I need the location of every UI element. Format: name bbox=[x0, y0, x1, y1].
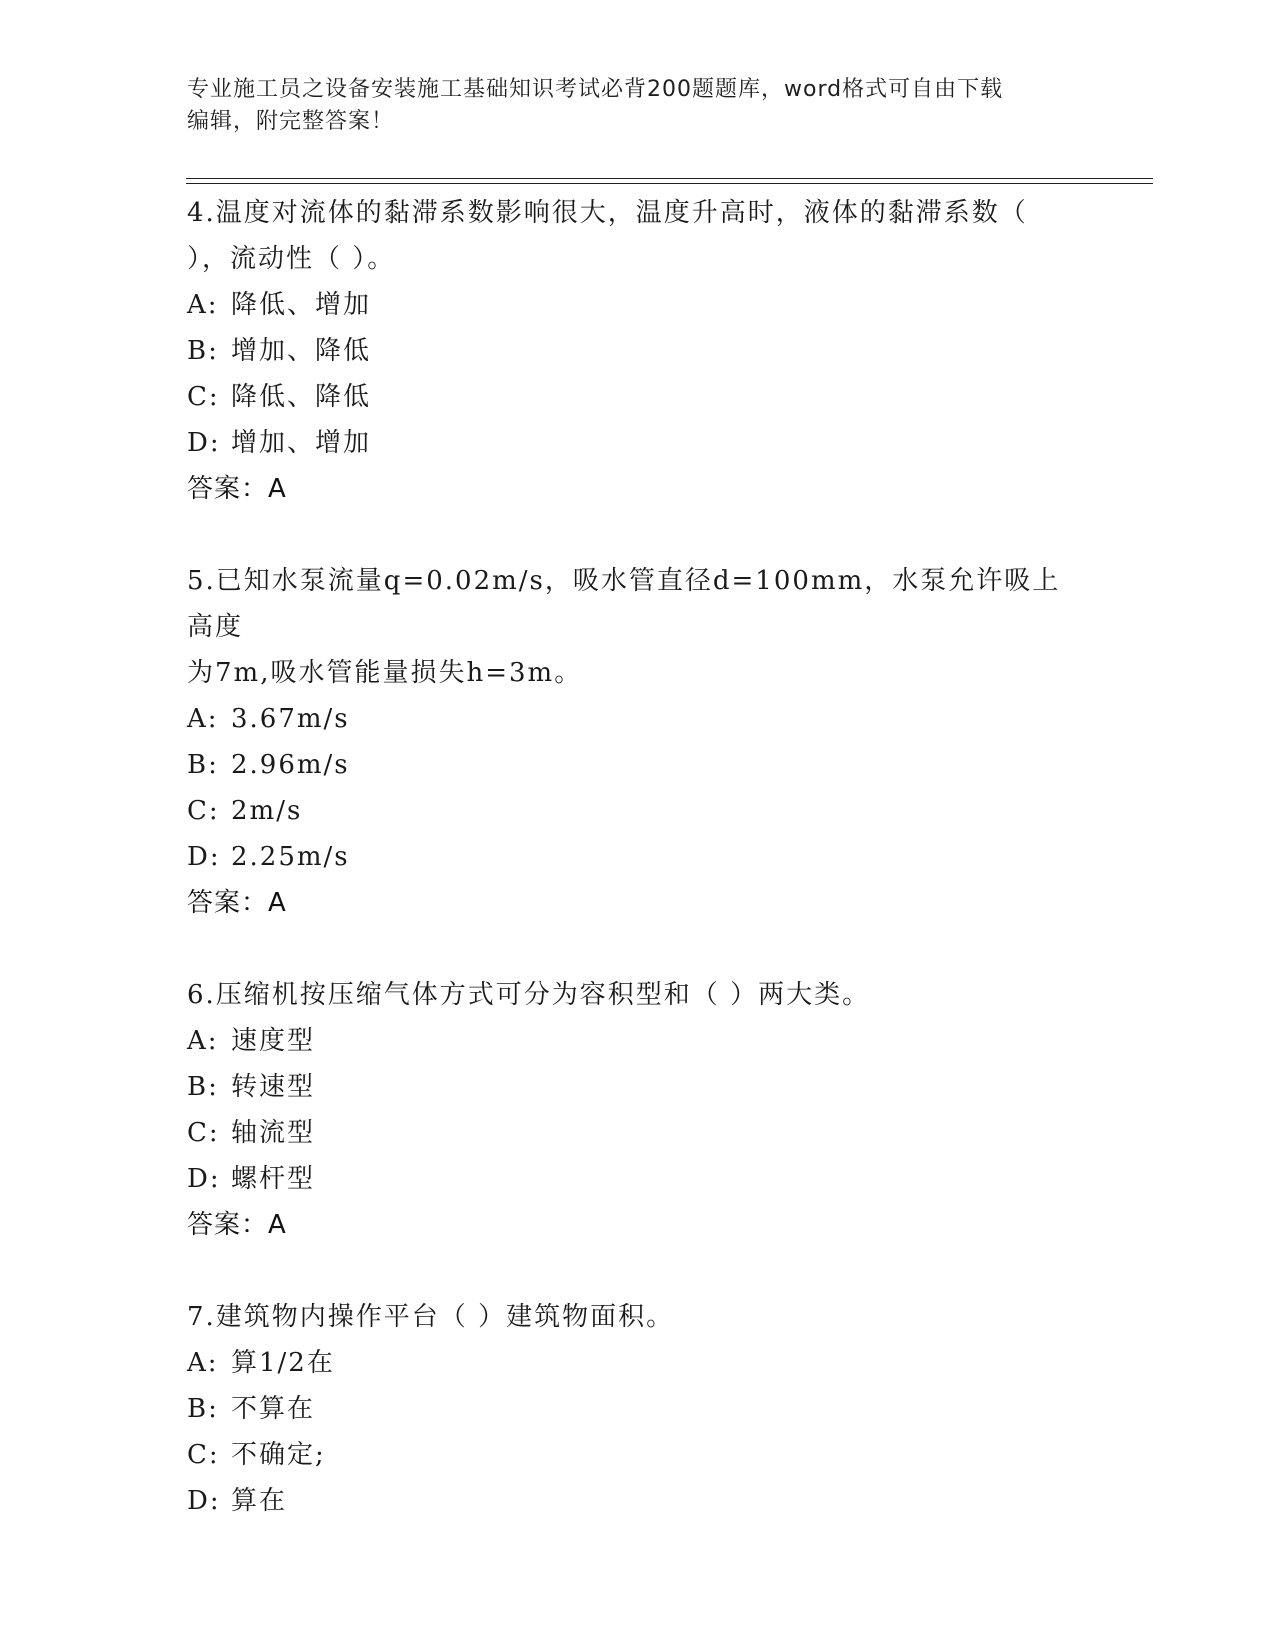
option-letter: C: bbox=[187, 1440, 220, 1470]
option-letter: A: bbox=[187, 1026, 219, 1056]
question-spacer bbox=[187, 1248, 1087, 1294]
option-letter: A: bbox=[187, 704, 219, 734]
question-7 bbox=[187, 1294, 1087, 1524]
option-b bbox=[187, 742, 1087, 788]
option-letter: D: bbox=[187, 1486, 221, 1516]
question-6 bbox=[187, 972, 1087, 1248]
question-text-line: 7.建筑物内操作平台（ ）建筑物面积。 bbox=[187, 1302, 675, 1332]
option-text: 轴流型 bbox=[231, 1118, 316, 1148]
option-text: 降低、增加 bbox=[231, 290, 372, 320]
question-text-line: 5.已知水泵流量q=0.02m/s，吸水管直径d=100mm，水泵允许吸上高度 bbox=[187, 566, 1061, 642]
option-text: 2.25m/s bbox=[231, 842, 350, 872]
header-line-2: 编辑，附完整答案！ bbox=[187, 109, 395, 134]
option-text: 2m/s bbox=[231, 796, 303, 826]
option-letter: A: bbox=[187, 290, 219, 320]
answer-label: 答案：A bbox=[187, 1210, 287, 1240]
question-text-line: 6.压缩机按压缩气体方式可分为容积型和（ ）两大类。 bbox=[187, 980, 871, 1010]
option-letter: B: bbox=[187, 336, 219, 366]
option-letter: B: bbox=[187, 750, 219, 780]
question-spacer bbox=[187, 512, 1087, 558]
question-spacer bbox=[187, 926, 1087, 972]
question-4 bbox=[187, 190, 1087, 512]
option-a bbox=[187, 1340, 1087, 1386]
option-letter: D: bbox=[187, 1164, 221, 1194]
option-text: 增加、降低 bbox=[231, 336, 372, 366]
option-d bbox=[187, 834, 1087, 880]
option-text: 不确定; bbox=[231, 1440, 326, 1470]
option-d bbox=[187, 1156, 1087, 1202]
option-text: 3.67m/s bbox=[231, 704, 350, 734]
option-b bbox=[187, 1064, 1087, 1110]
option-text: 转速型 bbox=[231, 1072, 316, 1102]
header-divider-top bbox=[186, 178, 1153, 179]
option-b bbox=[187, 1386, 1087, 1432]
option-c bbox=[187, 788, 1087, 834]
option-c bbox=[187, 1110, 1087, 1156]
option-letter: C: bbox=[187, 796, 220, 826]
question-5 bbox=[187, 558, 1087, 926]
option-letter: D: bbox=[187, 428, 221, 458]
option-letter: B: bbox=[187, 1072, 219, 1102]
option-d bbox=[187, 1478, 1087, 1524]
header-divider-bottom bbox=[186, 183, 1153, 184]
option-letter: A: bbox=[187, 1348, 219, 1378]
option-letter: C: bbox=[187, 382, 220, 412]
question-text-line: ），流动性（ ）。 bbox=[187, 244, 396, 274]
option-a bbox=[187, 1018, 1087, 1064]
option-c bbox=[187, 1432, 1087, 1478]
option-b bbox=[187, 328, 1087, 374]
option-text: 算1/2在 bbox=[231, 1348, 335, 1378]
option-text: 速度型 bbox=[231, 1026, 316, 1056]
question-text-line: 为7m,吸水管能量损失h=3m。 bbox=[187, 658, 583, 688]
option-c bbox=[187, 374, 1087, 420]
option-text: 2.96m/s bbox=[231, 750, 350, 780]
option-a bbox=[187, 282, 1087, 328]
option-text: 增加、增加 bbox=[231, 428, 372, 458]
option-d bbox=[187, 420, 1087, 466]
option-text: 螺杆型 bbox=[231, 1164, 316, 1194]
option-text: 算在 bbox=[231, 1486, 288, 1516]
option-text: 不算在 bbox=[231, 1394, 316, 1424]
option-a bbox=[187, 696, 1087, 742]
answer-label: 答案：A bbox=[187, 474, 287, 504]
question-list bbox=[187, 190, 1087, 1524]
option-letter: B: bbox=[187, 1394, 219, 1424]
option-letter: D: bbox=[187, 842, 221, 872]
header-line-1: 专业施工员之设备安装施工基础知识考试必背200题题库，word格式可自由下载 bbox=[187, 77, 1004, 102]
option-letter: C: bbox=[187, 1118, 220, 1148]
document-header bbox=[187, 74, 1087, 138]
answer-label: 答案：A bbox=[187, 888, 287, 918]
question-text-line: 4.温度对流体的黏滞系数影响很大，温度升高时，液体的黏滞系数（ bbox=[187, 198, 1028, 228]
option-text: 降低、降低 bbox=[231, 382, 372, 412]
